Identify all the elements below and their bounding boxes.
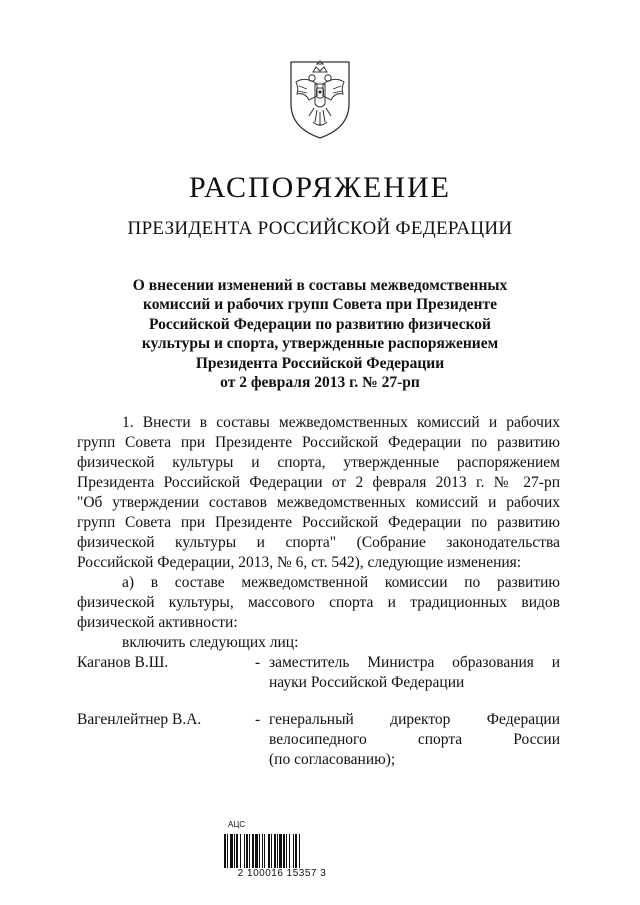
body-line: физической активности: <box>77 614 238 631</box>
role-line: заместитель Министра образования и <box>269 654 560 671</box>
person-name: Каганов В.Ш. <box>77 654 169 671</box>
document-heading <box>90 276 550 392</box>
person-dash: - <box>255 654 261 671</box>
document-body <box>77 413 560 653</box>
barcode-mark: АЦС <box>228 820 246 829</box>
role-line: науки Российской Федерации <box>269 674 465 691</box>
person-dash: - <box>255 711 261 728</box>
barcode-number: 2 100016 15357 3 <box>237 868 327 879</box>
role-line: (по согласованию); <box>269 751 396 768</box>
heading-line: от 2 февраля 2013 г. № 27-рп <box>220 374 420 392</box>
heading-line: Президента Российской Федерации <box>195 354 445 372</box>
body-line: физической культуры и спорта" (Собрание законодательства <box>77 534 560 551</box>
state-emblem <box>287 58 353 140</box>
body-line: физической культуры и спорта, утвержденные распоряжением <box>77 454 560 471</box>
body-line: Президента Российской Федерации от 2 февраля 2013 г. № 27-рп <box>77 474 560 491</box>
body-line: Российской Федерации, 2013, № 6, ст. 542), следующие изменения: <box>77 554 522 571</box>
heading-line: культуры и спорта, утвержденные распоряжением <box>141 335 499 353</box>
barcode-block <box>222 820 342 882</box>
heading-line: комиссий и рабочих групп Совета при Президенте <box>143 296 497 314</box>
person-name: Вагенлейтнер В.А. <box>77 711 202 728</box>
body-line: а) в составе межведомственной комиссии по развитию <box>122 574 560 591</box>
body-line: групп Совета при Президенте Российской Федерации по развитию <box>77 514 560 531</box>
person-role <box>269 710 560 770</box>
document-title: РАСПОРЯЖЕНИЕ <box>188 171 452 204</box>
barcode-icon <box>222 834 342 868</box>
heading-line: О внесении изменений в составы межведомственных <box>132 277 508 294</box>
body-line: физической культуры, массового спорта и традиционных видов <box>77 594 560 611</box>
role-line: велосипедного спорта России <box>269 731 560 748</box>
role-line: генеральный директор Федерации <box>269 711 560 728</box>
body-line: "Об утверждении составов межведомственных комиссий и рабочих <box>77 494 560 511</box>
heading-line: Российской Федерации по развитию физической <box>149 315 491 333</box>
document-subtitle: ПРЕЗИДЕНТА РОССИЙСКОЙ ФЕДЕРАЦИИ <box>127 218 513 239</box>
body-line: 1. Внести в составы межведомственных комиссий и рабочих <box>122 414 560 431</box>
body-line: групп Совета при Президенте Российской Федерации по развитию <box>77 434 560 451</box>
person-role <box>269 653 560 693</box>
body-line: включить следующих лиц: <box>122 634 299 651</box>
